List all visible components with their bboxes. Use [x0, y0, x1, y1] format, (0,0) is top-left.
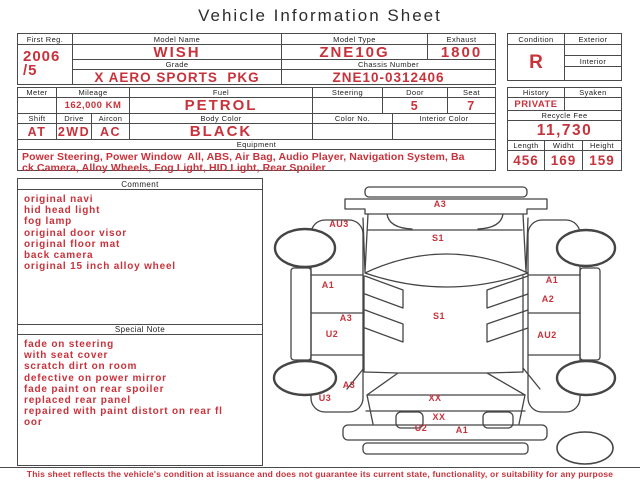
- right-front-window-frame: [487, 276, 528, 308]
- page-title: Vehicle Information Sheet: [198, 6, 442, 25]
- damage-label: A3: [433, 199, 447, 209]
- text-line: back camera: [24, 250, 94, 262]
- rear-left-wheel: [274, 361, 336, 395]
- c-pillars: [347, 368, 540, 389]
- syaken-value: [565, 98, 621, 110]
- damage-label: U2: [414, 423, 428, 433]
- model-type-label: Model Type: [282, 34, 428, 44]
- text-line: fade paint on rear spoiler: [24, 383, 165, 395]
- damage-label: XX: [428, 393, 442, 403]
- exterior-label: Exterior: [565, 34, 621, 45]
- text-line: original floor mat: [24, 238, 121, 250]
- first-reg-value: [18, 45, 72, 84]
- right-wiper-arc: [478, 214, 503, 229]
- damage-label: AU2: [537, 330, 557, 340]
- front-left-wheel: [275, 229, 335, 267]
- right-a-pillar: [523, 214, 528, 272]
- damage-label: XX: [432, 412, 446, 422]
- exterior-interior-col: [565, 34, 621, 80]
- damage-label: S1: [432, 311, 446, 321]
- interior-color-label: Interior Color: [419, 114, 469, 123]
- seat-value: 7: [467, 98, 476, 113]
- text-line: Power Steering, Power Window All, ABS, Air Bag, Audio Player, Navigation System, Ba: [22, 151, 465, 163]
- damage-label: A1: [321, 280, 335, 290]
- left-a-pillar: [363, 214, 368, 272]
- text-line: ck Camera, Alloy Wheels, Fog Light, HID Light, Rear Spoiler: [22, 161, 326, 174]
- left-front-window-frame: [365, 276, 403, 308]
- height-label: Height: [589, 141, 615, 150]
- damage-label: A1: [455, 425, 469, 435]
- damage-label: U3: [318, 393, 332, 403]
- color-no-label: Color No.: [313, 114, 393, 123]
- interior-color-value: [393, 124, 495, 139]
- front-bumper-top-bar: [365, 187, 527, 197]
- mileage-label: Mileage: [57, 88, 130, 97]
- spec-table: [17, 87, 496, 174]
- text-line: original 15 inch alloy wheel: [24, 261, 176, 273]
- text-line: fade on steering: [24, 339, 115, 350]
- damage-label: A3: [342, 380, 356, 390]
- length-value: 456: [508, 151, 545, 170]
- rear-right-wheel: [557, 361, 615, 395]
- text-line: replaced rear panel: [24, 395, 131, 407]
- damage-label: U2: [325, 329, 339, 339]
- shift-value: AT: [18, 124, 57, 139]
- recycle-fee-label: Recycle Fee: [508, 111, 621, 121]
- left-rear-window-frame: [365, 310, 403, 342]
- height-value: 159: [589, 153, 615, 168]
- exhaust-value: 1800: [440, 43, 483, 61]
- rear-bumper: [343, 425, 547, 440]
- mileage-value: 162,000 KM: [57, 98, 130, 113]
- drive-value: 2WD: [57, 124, 91, 139]
- roof-sides: [364, 276, 523, 372]
- chassis-value: ZNE10-0312406: [332, 69, 445, 85]
- seat-label: Seat: [462, 88, 481, 97]
- first-reg-year: 2006: [23, 48, 61, 65]
- front-right-wheel: [557, 230, 615, 266]
- text-line: fog lamp: [24, 216, 73, 228]
- door-value: 5: [383, 98, 448, 113]
- steering-label: Steering: [313, 88, 383, 97]
- text-line: scratch dirt on room: [24, 361, 138, 373]
- first-reg-month: /5: [23, 62, 38, 79]
- text-line: defective on power mirror: [24, 372, 167, 384]
- chassis-label: Chassis Number: [282, 60, 495, 70]
- damage-label: S1: [431, 233, 445, 243]
- equipment-value: [18, 150, 495, 173]
- footer-rule: [0, 467, 640, 468]
- condition-col: [508, 34, 565, 80]
- rear-bumper-lower-bar: [363, 443, 528, 454]
- special-note-text: [18, 335, 262, 465]
- aircon-value: AC: [92, 124, 130, 139]
- equipment-label: Equipment: [18, 140, 495, 150]
- fuel-value: PETROL: [130, 98, 313, 113]
- right-sill: [580, 268, 600, 360]
- fuel-label: Fuel: [130, 88, 313, 97]
- aircon-label: Aircon: [92, 114, 130, 123]
- body-color-value: BLACK: [130, 124, 313, 139]
- text-line: hid head light: [24, 205, 101, 217]
- windshield: [365, 254, 528, 287]
- color-no-value: [313, 124, 393, 139]
- model-name-value: WISH: [73, 45, 281, 60]
- left-sill: [291, 268, 311, 360]
- model-name-grade-col: [73, 34, 282, 84]
- length-label: Length: [508, 141, 545, 150]
- recycle-fee-value: 11,730: [508, 121, 621, 141]
- history-value: PRIVATE: [508, 98, 565, 110]
- text-line: with seat cover: [24, 350, 109, 362]
- left-wiper-arc: [387, 214, 412, 229]
- text-line: original navi: [24, 194, 94, 205]
- damage-label: A2: [541, 294, 555, 304]
- exhaust-label: Exhaust: [446, 34, 477, 44]
- vehicle-identity-table: [17, 33, 496, 85]
- grade-value: X AERO SPORTS PKG: [94, 69, 260, 85]
- damage-label: A1: [545, 275, 559, 285]
- interior-value: [565, 67, 621, 80]
- interior-label: Interior: [565, 56, 621, 67]
- history-label: History: [508, 88, 565, 97]
- comment-label: Comment: [18, 179, 262, 190]
- width-label: Widht: [545, 141, 583, 150]
- model-type-chassis-col: [282, 34, 495, 84]
- grade-label: Grade: [73, 60, 281, 70]
- shift-label: Shift: [18, 114, 57, 123]
- condition-value: R: [529, 51, 543, 73]
- condition-label: Condition: [508, 34, 564, 45]
- meter-value: [18, 98, 57, 113]
- damage-label: AU3: [329, 219, 349, 229]
- right-rear-window-frame: [487, 310, 528, 342]
- width-value: 169: [545, 151, 583, 170]
- first-reg-cell: [18, 34, 73, 84]
- model-type-value: ZNE10G: [282, 45, 428, 59]
- steering-value: [313, 98, 383, 113]
- exterior-value: [565, 45, 621, 56]
- syaken-label: Syaken: [579, 88, 607, 97]
- condition-box: [507, 33, 622, 81]
- first-reg-label: First Reg.: [18, 34, 72, 45]
- text-line: original door visor: [24, 227, 127, 239]
- history-box: [507, 87, 622, 171]
- drive-label: Drive: [57, 114, 92, 123]
- text-line: repaired with paint distort on rear fl: [24, 406, 223, 418]
- disclaimer-text: This sheet reflects the vehicle's condition at issuance and does not guarantee its current state, functionality, or suitability for any purpose: [26, 469, 614, 479]
- rear-window: [364, 372, 525, 395]
- body-color-label: Body Color: [130, 114, 313, 123]
- spare-wheel: [557, 432, 613, 464]
- model-name-label: Model Name: [73, 34, 281, 45]
- special-note-label: Special Note: [18, 324, 262, 335]
- comment-box: [17, 178, 263, 466]
- meter-label: Meter: [18, 88, 57, 97]
- text-line: oor: [24, 417, 43, 429]
- comment-text: [18, 190, 262, 324]
- damage-label: A3: [339, 313, 353, 323]
- door-label: Door: [383, 88, 448, 97]
